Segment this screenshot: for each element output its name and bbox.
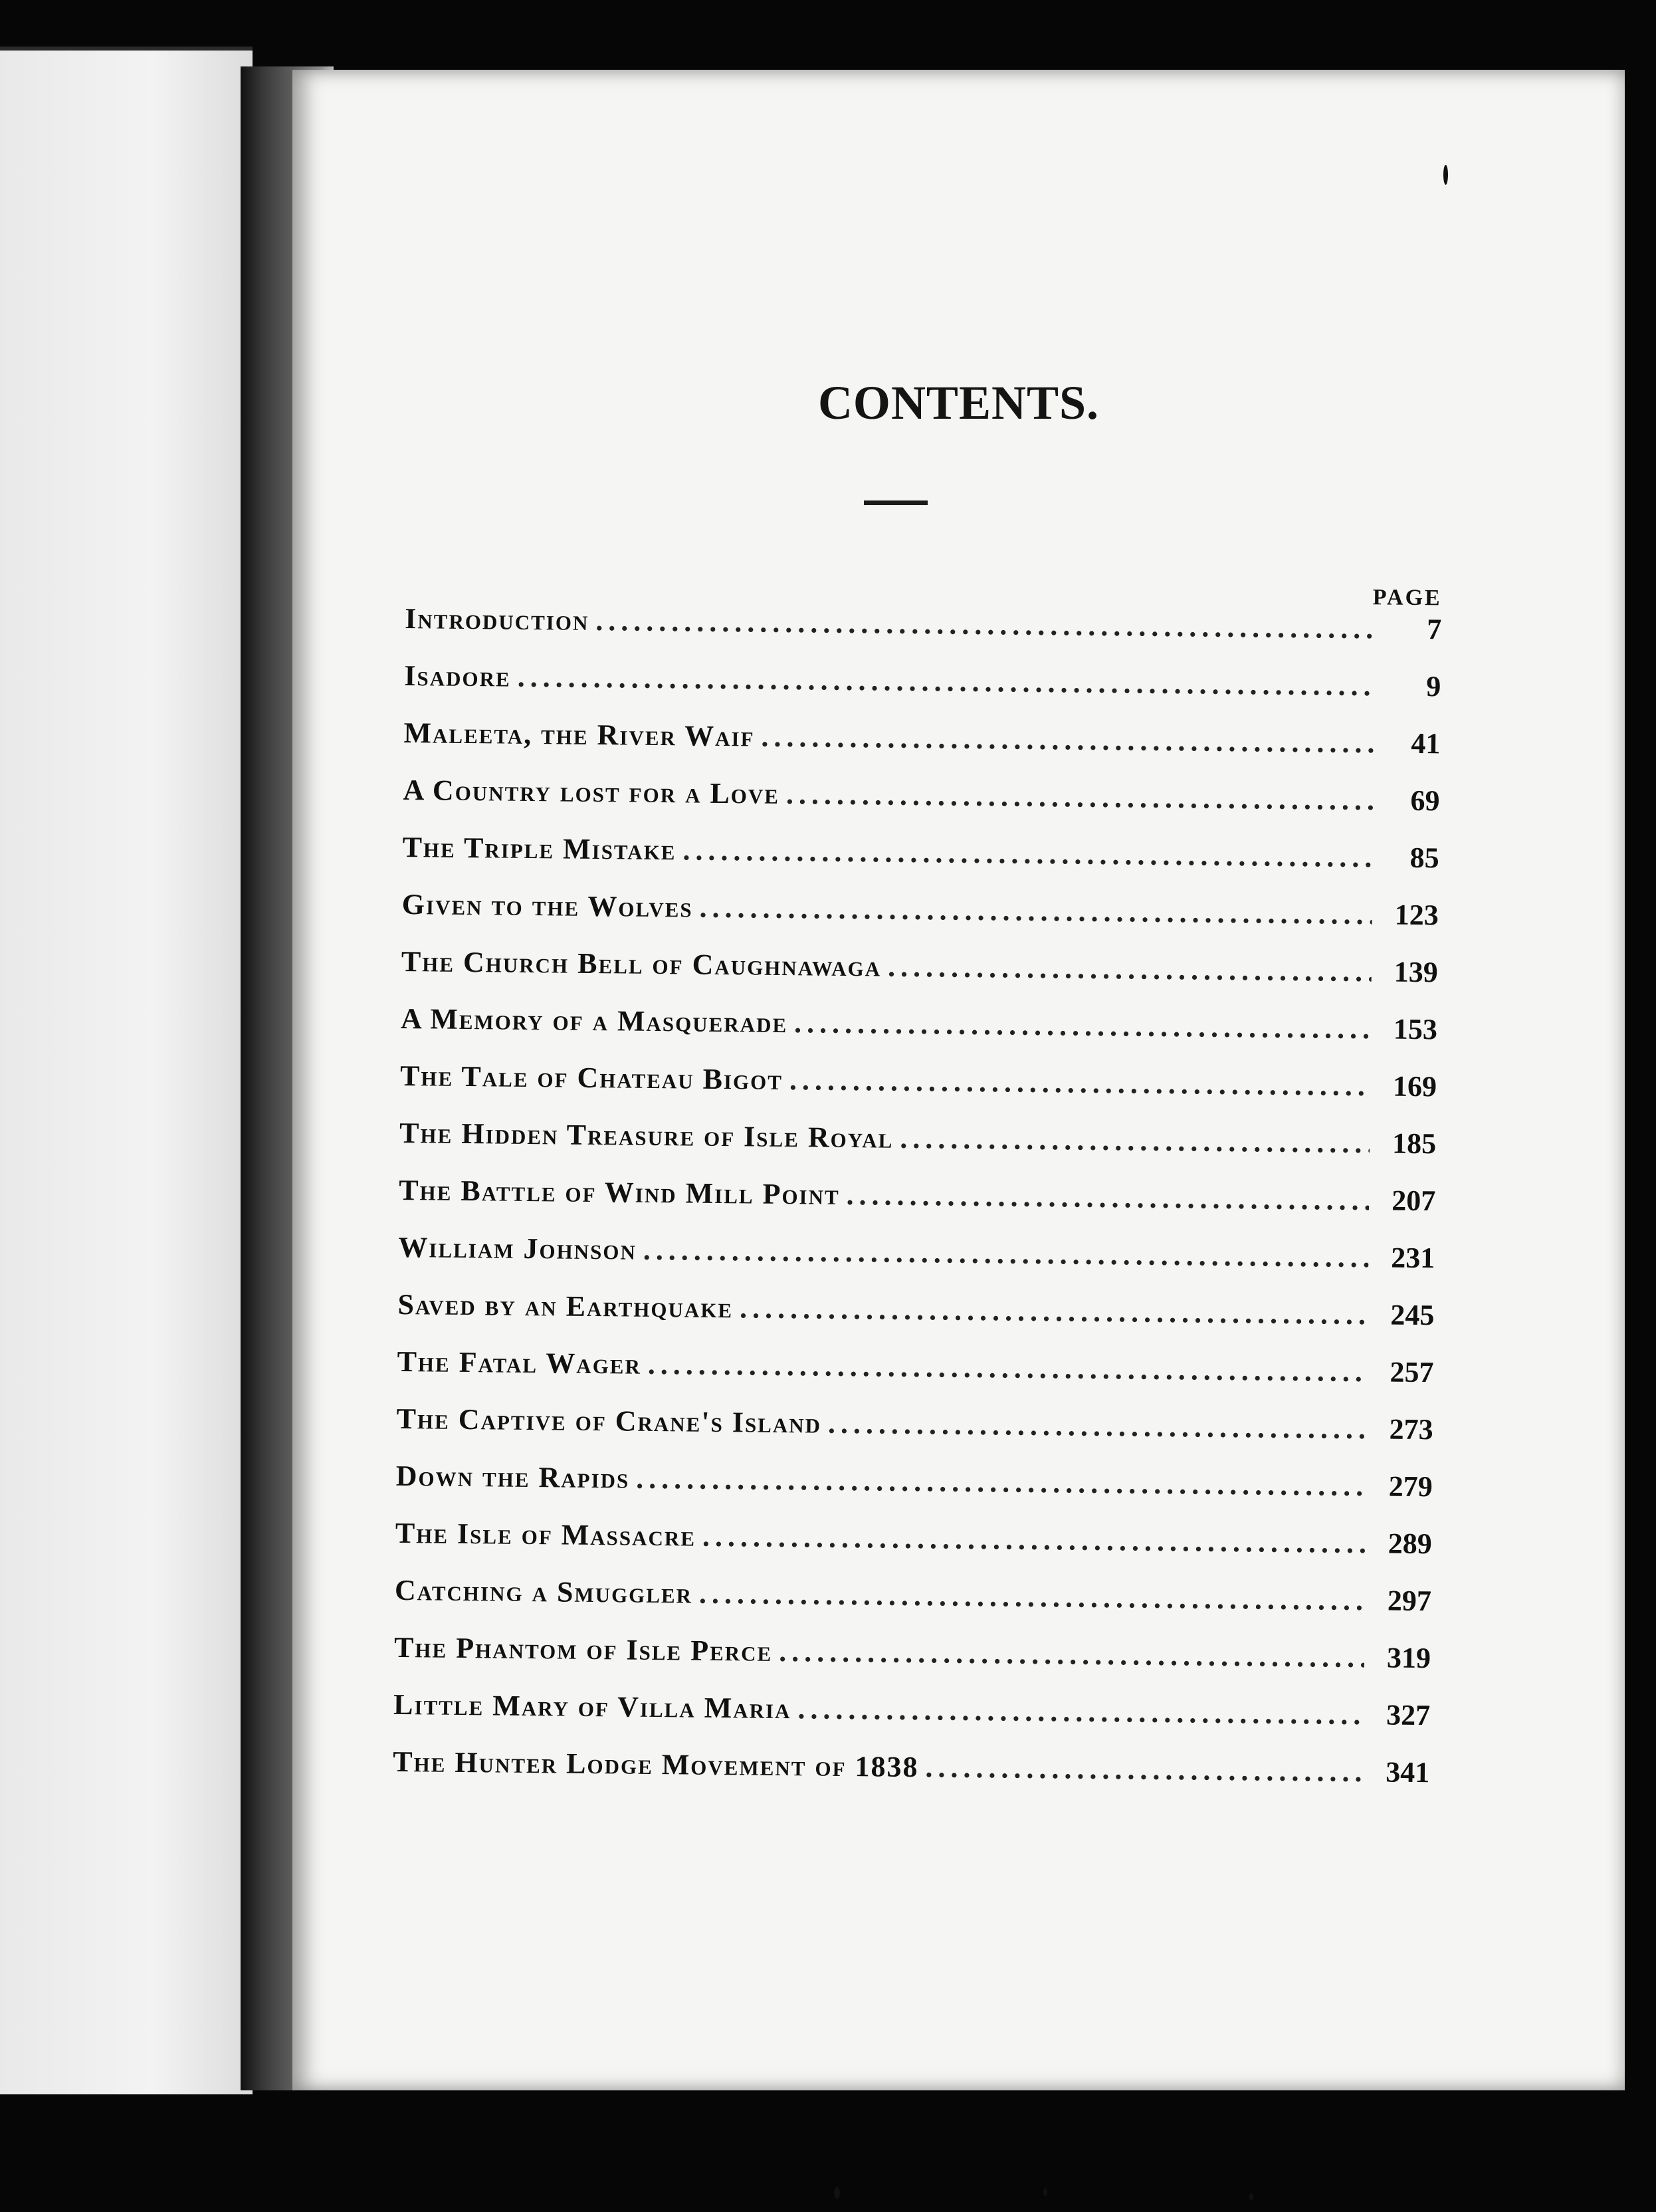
toc-entry-page: 9 (1426, 670, 1441, 703)
dot-leader (740, 1291, 1368, 1331)
table-of-contents (393, 575, 1442, 1813)
toc-entry-title: A Country lost for a Love (403, 773, 780, 810)
toc-entry-page: 319 (1386, 1641, 1431, 1675)
toc-entry (404, 659, 1441, 726)
toc-entry (396, 1402, 1433, 1470)
toc-entry-page: 41 (1411, 726, 1441, 760)
toc-entry-page: 279 (1388, 1470, 1433, 1503)
dot-leader (636, 1462, 1366, 1503)
toc-entry-title: The Church Bell of Caughnawaga (401, 944, 882, 983)
toc-entry (403, 773, 1440, 841)
toc-entry (393, 1688, 1431, 1755)
dot-leader (682, 833, 1373, 874)
dot-leader (846, 1178, 1369, 1217)
toc-entry-title: The Isle of Massacre (395, 1516, 696, 1553)
dot-leader (797, 1692, 1364, 1731)
toc-entry-title: Catching a Smuggler (394, 1573, 693, 1610)
toc-entry (397, 1287, 1435, 1355)
title-rule (864, 500, 928, 505)
toc-entry (397, 1345, 1434, 1412)
toc-entry-page: 231 (1391, 1241, 1435, 1275)
toc-entry (401, 887, 1439, 955)
dot-leader (779, 1634, 1364, 1674)
page-title: CONTENTS. (817, 376, 1100, 429)
toc-entry (398, 1230, 1435, 1298)
dot-leader (702, 1519, 1366, 1560)
toc-entry-page: 273 (1389, 1412, 1433, 1446)
toc-entry (405, 602, 1442, 669)
toc-entry-title: Little Mary of Villa Maria (393, 1688, 791, 1725)
toc-entry-page: 69 (1410, 784, 1440, 818)
dot-leader (789, 1063, 1371, 1103)
toc-entry-title: Saved by an Earthquake (397, 1287, 734, 1325)
left-page (0, 47, 253, 2094)
toc-entry-title: The Hidden Treasure of Isle Royal (399, 1116, 894, 1155)
toc-entry-page: 139 (1394, 955, 1439, 989)
toc-entry (394, 1573, 1431, 1641)
toc-entry-title: The Hunter Lodge Movement of 1838 (393, 1745, 919, 1784)
toc-entry-title: A Memory of a Masquerade (400, 1002, 788, 1040)
scan-speck (1443, 165, 1448, 185)
toc-entry-page: 327 (1386, 1698, 1431, 1732)
dot-leader (761, 720, 1374, 760)
dot-leader (828, 1406, 1367, 1446)
toc-entry (399, 1173, 1436, 1241)
toc-entry (401, 944, 1438, 1012)
toc-entry-title: Maleeta, the River Waif (403, 716, 755, 753)
toc-entry (400, 1002, 1437, 1069)
toc-entry-title: The Tale of Chateau Bigot (399, 1059, 783, 1096)
toc-entry (402, 830, 1439, 898)
scan-speck (1043, 2188, 1047, 2196)
toc-entry-page: 169 (1392, 1069, 1437, 1103)
scan-speck (1249, 2193, 1253, 2200)
dot-leader (643, 1233, 1369, 1274)
toc-entry-title: Isadore (404, 659, 511, 693)
toc-rows (393, 602, 1442, 1813)
dot-leader (794, 1006, 1371, 1046)
dot-leader (699, 891, 1372, 932)
right-page (292, 70, 1625, 2090)
toc-entry-page: 257 (1390, 1355, 1434, 1389)
toc-entry-title: The Captive of Crane's Island (396, 1402, 822, 1440)
toc-entry-title: Given to the Wolves (401, 887, 693, 924)
toc-entry-page: 85 (1409, 841, 1439, 875)
toc-entry (393, 1745, 1430, 1813)
dot-leader (925, 1750, 1363, 1789)
dot-leader (888, 950, 1372, 989)
toc-entry-page: 153 (1393, 1012, 1438, 1046)
toc-entry (403, 716, 1441, 784)
toc-entry-page: 289 (1388, 1527, 1433, 1561)
scan-speck (834, 2187, 840, 2199)
toc-entry-page: 297 (1387, 1584, 1432, 1618)
toc-entry-title: The Battle of Wind Mill Point (399, 1173, 840, 1211)
toc-entry-title: The Phantom of Isle Perce (393, 1630, 773, 1668)
toc-entry-title: The Fatal Wager (397, 1345, 642, 1381)
dot-leader (900, 1121, 1370, 1160)
toc-entry (393, 1630, 1431, 1698)
dot-leader (699, 1577, 1365, 1617)
toc-entry (395, 1459, 1433, 1527)
toc-entry-title: Introduction (405, 602, 589, 637)
toc-entry-title: Down the Rapids (395, 1459, 630, 1495)
toc-entry-title: The Triple Mistake (402, 830, 676, 867)
toc-entry-page: 7 (1426, 613, 1442, 646)
toc-entry-page: 185 (1392, 1127, 1437, 1161)
dot-leader (648, 1347, 1368, 1388)
toc-entry-page: 207 (1391, 1184, 1436, 1218)
toc-entry-page: 123 (1394, 898, 1439, 932)
dot-leader (786, 777, 1374, 817)
toc-entry (399, 1059, 1437, 1127)
page-column-label: PAGE (1372, 585, 1442, 611)
toc-entry-title: William Johnson (398, 1230, 637, 1266)
dot-leader (595, 604, 1375, 645)
toc-entry (399, 1116, 1437, 1184)
toc-entry-page: 245 (1390, 1298, 1435, 1332)
toc-entry (395, 1516, 1432, 1584)
toc-entry-page: 341 (1385, 1755, 1430, 1789)
